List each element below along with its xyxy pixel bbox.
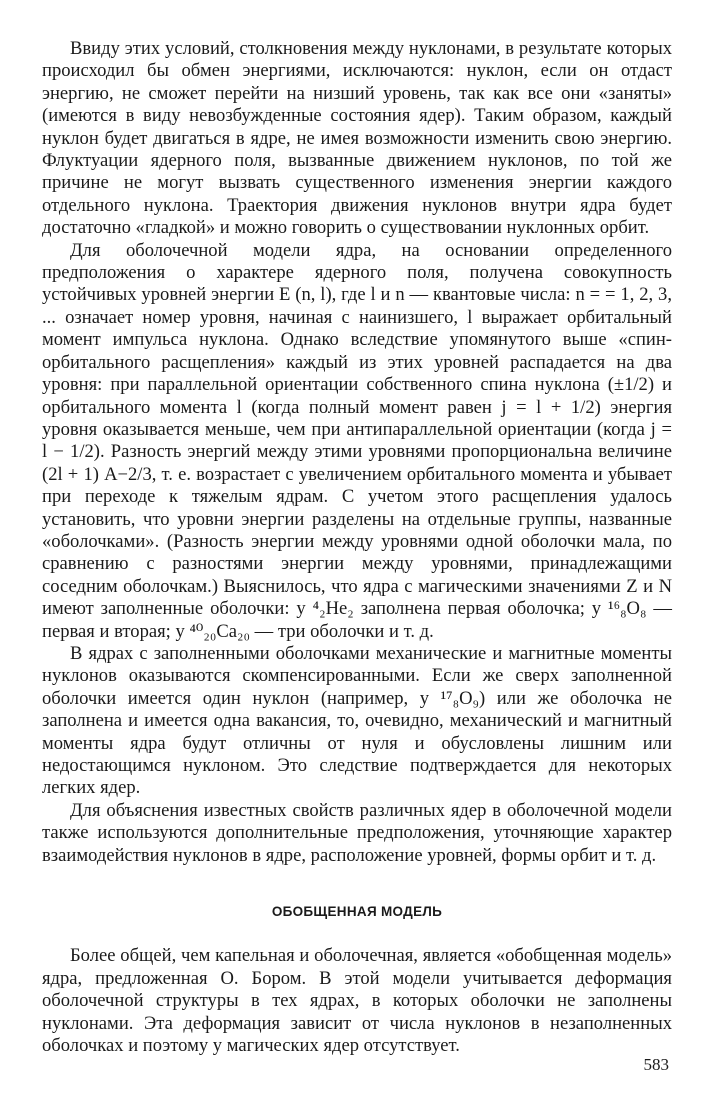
paragraph-compensated-moments: В ядрах с заполненными оболочками механические и магнитные моменты нуклонов оказываются скомпенсированными. Если же сверх заполненной оболочки имеется один нуклон (например, у ¹⁷₈O₉) или же оболочка не заполнена и имеется одна вакансия, то, очевидно, механический и магнитный моменты ядра будут отличны от нуля и обусловлены лишним или недостающимся нуклоном. Это следствие подтверждается для некоторых легких ядер.: [42, 642, 672, 799]
page-number: 583: [643, 1055, 669, 1074]
page-body: [42, 38, 672, 1057]
section-heading: ОБОБЩЕННАЯ МОДЕЛЬ: [271, 904, 443, 920]
paragraph-shell-model-levels: Для оболочечной модели ядра, на основании определенного предположения о характере ядерного поля, получена совокупность устойчивых уровней энергии E (n, l), где l и n — квантовые числа: n = = 1, 2, 3, ... означает номер уровня, начиная с наинизшего, l выражает орбитальный момент импульса нуклона. Однако вследствие упомянутого выше «спин-орбитального расщепления» каждый из этих уровней распадается на два уровня: при параллельной ориентации собственного спина нуклона (±1/2) и орбитального момента l (когда полный момент равен j = l + 1/2) энергия уровня оказывается меньше, чем при антипараллельной ориентации (когда j = l − 1/2). Разность энергий между этими уровнями пропорциональна величине (2l + 1) A−2/3, т. е. возрастает с увеличением орбитального момента и убывает при переходе к тяжелым ядрам. С учетом этого расщепления удалось установить, что уровни энергии разделены на отдельные группы, названные «оболочками». (Разность энергии между уровнями одной оболочки мала, по сравнению с разностями энергии между уровнями, принадлежащими соседним оболочкам.) Выяснилось, что ядра с магическими значениями Z и N имеют заполненные оболочки: у ⁴₂He₂ заполнена первая оболочка; у ¹⁶₈O₈ — первая и вторая; у ⁴⁰₂₀Ca₂₀ — три оболочки и т. д.: [42, 239, 672, 642]
paragraph-generalized-model: Более общей, чем капельная и оболочечная, является «обобщенная модель» ядра, предложенная О. Бором. В этой модели учитывается деформация оболочечной структуры в тех ядрах, в которых оболочки не заполнены нуклонами. Эта деформация зависит от числа нуклонов в незаполненных оболочках и поэтому у магических ядер отсутствует.: [42, 945, 672, 1057]
paragraph-nucleon-orbits: Ввиду этих условий, столкновения между нуклонами, в результате которых происходил бы обмен энергиями, исключаются: нуклон, если он отдаст энергию, не сможет перейти на низший уровень, так как все они «заняты» (имеются в виду невозбужденные состояния ядер). Таким образом, каждый нуклон будет двигаться в ядре, не имея возможности изменить свою энергию. Флуктуации ядерного поля, вызванные движением нуклонов, по той же причине не могут вызвать существенного изменения энергии каждого отдельного нуклона. Траектория движения нуклонов внутри ядра будет достаточно «гладкой» и можно говорить о существовании нуклонных орбит.: [42, 38, 672, 239]
paragraph-additional-assumptions: Для объяснения известных свойств различных ядер в оболочечной модели также используются дополнительные предположения, уточняющие характер взаимодействия нуклонов в ядре, расположение уровней, формы орбит и т. д.: [42, 799, 672, 866]
